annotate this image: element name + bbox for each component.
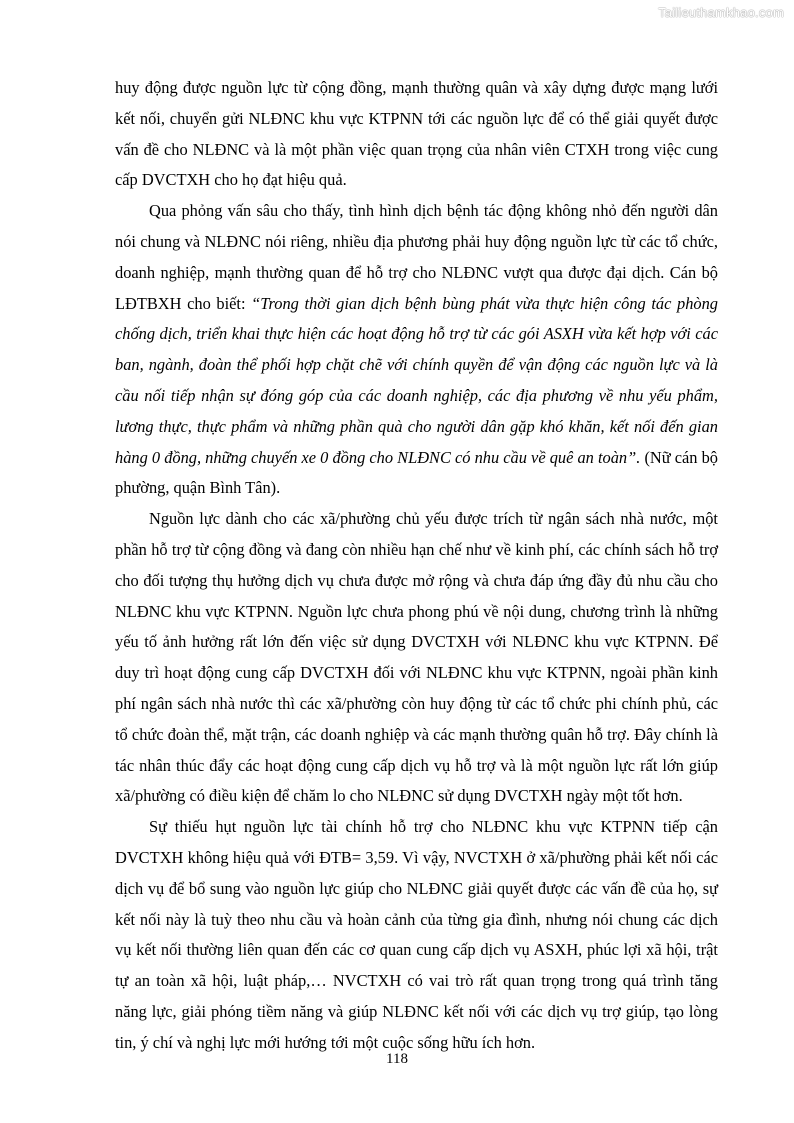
paragraph-2 xyxy=(115,196,718,504)
quote-source: (Nữ cán bộ phường, quận Bình Tân). xyxy=(115,447,718,498)
paragraph-1: huy động được nguồn lực từ cộng đồng, mạnh thường quân và xây dựng được mạng lưới kết nối, chuyển gửi NLĐNC khu vực KTPNN tới các nguồn lực để có thể giải quyết được vấn đề cho NLĐNC và là một phần việc quan trọng của nhân viên CTXH trong việc cung cấp DVCTXH cho họ đạt hiệu quả. xyxy=(115,78,718,190)
paragraph-3: Nguồn lực dành cho các xã/phường chủ yếu được trích từ ngân sách nhà nước, một phần hỗ trợ từ cộng đồng và đang còn nhiều hạn chế như về kinh phí, các chính sách hỗ trợ cho đối tượng thụ hưởng dịch vụ chưa được mở rộng và chưa đáp ứng đầy đủ nhu cầu cho NLĐNC khu vực KTPNN. Nguồn lực chưa phong phú về nội dung, chương trình là những yếu tố ảnh hưởng rất lớn đến việc sử dụng DVCTXH với NLĐNC khu vực KTPNN. Để duy trì hoạt động cung cấp DVCTXH đối với NLĐNC khu vực KTPNN, ngoài phần kinh phí ngân sách nhà nước thì các xã/phường còn huy động từ các tổ chức phi chính phủ, các tổ chức đoàn thể, mặt trận, các doanh nghiệp và các mạnh thường quân hỗ trợ. Đây chính là tác nhân thúc đẩy các hoạt động cung cấp dịch vụ hỗ trợ và là một nguồn lực rất lớn giúp xã/phường có điều kiện để chăm lo cho NLĐNC sử dụng DVCTXH ngày một tốt hơn. xyxy=(115,509,718,806)
interview-quote: “Trong thời gian dịch bệnh bùng phát vừa thực hiện công tác phòng chống dịch, triển khai thực hiện các hoạt động hỗ trợ từ các gói ASXH vừa kết hợp với các ban, ngành, đoàn thể phối hợp chặt chẽ với chính quyền để vận động các nguồn lực và là cầu nối tiếp nhận sự đóng góp của các doanh nghiệp, các địa phương về nhu yếu phẩm, lương thực, thực phẩm và những phần quà cho người dân gặp khó khăn, kết nối đến gian hàng 0 đồng, những chuyến xe 0 đồng cho NLĐNC có nhu cầu về quê an toàn”. xyxy=(115,293,718,467)
watermark: Tailieuthamkhao.com xyxy=(658,5,784,20)
paragraph-2-intro: Qua phỏng vấn sâu cho thấy, tình hình dịch bệnh tác động không nhỏ đến người dân nói chung và NLĐNC nói riêng, nhiều địa phương phải huy động nguồn lực từ các tổ chức, doanh nghiệp, mạnh thường quan để hỗ trợ cho NLĐNC vượt qua được đại dịch. Cán bộ LĐTBXH cho biết: xyxy=(115,201,718,313)
paragraph-4: Sự thiếu hụt nguồn lực tài chính hỗ trợ cho NLĐNC khu vực KTPNN tiếp cận DVCTXH không hiệu quả với ĐTB= 3,59. Vì vậy, NVCTXH ở xã/phường phải kết nối các dịch vụ để bổ sung vào nguồn lực giúp cho NLĐNC giải quyết được các vấn đề của họ, sự kết nối này là tuỳ theo nhu cầu và hoàn cảnh của từng gia đình, nhưng nói chung các dịch vụ kết nối thường liên quan đến các cơ quan cung cấp dịch vụ ASXH, phúc lợi xã hội, trật tự an toàn xã hội, luật pháp,… NVCTXH có vai trò rất quan trọng trong quá trình tăng năng lực, giải phóng tiềm năng và giúp NLĐNC kết nối với các dịch vụ trợ giúp, tạo lòng tin, ý chí và nghị lực mới hướng tới một cuộc sống hữu ích hơn. xyxy=(115,817,718,1052)
body-text xyxy=(115,73,718,1059)
page-number: 118 xyxy=(386,1051,408,1067)
